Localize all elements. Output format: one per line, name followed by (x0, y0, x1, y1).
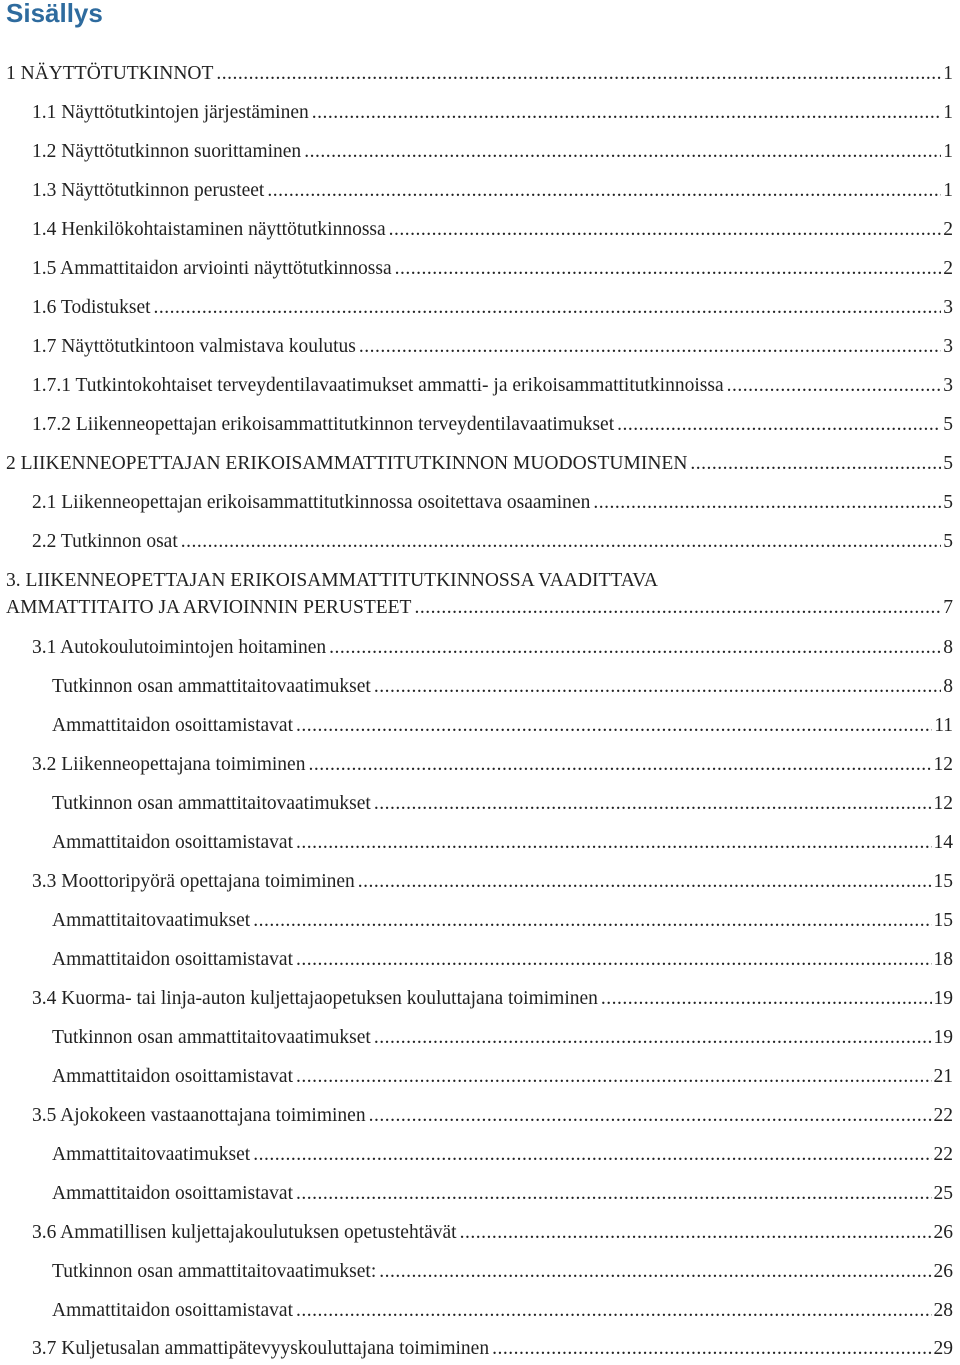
dot-leader (296, 946, 931, 974)
toc-page-number: 26 (933, 1222, 953, 1243)
toc-entry[interactable] (0, 985, 960, 1013)
dot-leader (414, 594, 941, 621)
toc-entry[interactable] (0, 1180, 960, 1208)
toc-page-number: 1 (943, 63, 953, 84)
toc-entry[interactable] (0, 829, 960, 857)
toc-entry[interactable] (0, 751, 960, 779)
toc-entry[interactable] (6, 567, 960, 621)
toc-page-number: 12 (933, 754, 953, 775)
toc-page-number: 8 (943, 637, 953, 658)
dot-leader (374, 790, 932, 818)
toc-entry-label: 3.2 Liikenneopettajana toimiminen (32, 754, 306, 775)
toc-page-number: 8 (943, 676, 953, 697)
toc-entry-label-line2: AMMATTITAITO JA ARVIOINNIN PERUSTEET (6, 597, 412, 618)
dot-leader (312, 99, 942, 127)
toc-entry[interactable] (0, 99, 960, 127)
toc-entry-label: 1.2 Näyttötutkinnon suorittaminen (32, 141, 302, 162)
toc-page-number: 7 (943, 597, 953, 618)
toc-entry-label: Tutkinnon osan ammattitaitovaatimukset (52, 1027, 371, 1048)
page-title: Sisällys (6, 0, 103, 28)
toc-page-number: 2 (943, 258, 953, 279)
toc-entry-label: 2.2 Tutkinnon osat (32, 531, 178, 552)
toc-entry[interactable] (0, 333, 960, 361)
toc-page-number: 19 (933, 988, 953, 1009)
dot-leader (395, 255, 942, 283)
dot-leader (690, 450, 941, 478)
dot-leader (296, 712, 932, 740)
toc-entry[interactable] (0, 60, 960, 88)
toc-entry-label-line1: 3. LIIKENNEOPETTAJAN ERIKOISAMMATTITUTKINNOSSA VAADITTAVA (6, 570, 658, 591)
toc-page-number: 29 (933, 1338, 953, 1359)
toc-entry-label: 1.7.2 Liikenneopettajan erikoisammattitutkinnon terveydentilavaatimukset (32, 414, 615, 435)
toc-entry-label: 3.1 Autokoulutoimintojen hoitaminen (32, 637, 327, 658)
toc-entry-label: 1.5 Ammattitaidon arviointi näyttötutkinnossa (32, 258, 392, 279)
toc-entry[interactable] (0, 1141, 960, 1169)
toc-page-number: 25 (933, 1183, 953, 1204)
dot-leader (617, 411, 941, 439)
dot-leader (304, 138, 941, 166)
toc-entry[interactable] (0, 1063, 960, 1091)
dot-leader (296, 1180, 931, 1208)
toc-page-number: 5 (943, 492, 953, 513)
dot-leader (296, 829, 931, 857)
toc-entry-label: Tutkinnon osan ammattitaitovaatimukset (52, 676, 371, 697)
toc-entry[interactable] (0, 1102, 960, 1130)
toc-entry[interactable] (0, 528, 960, 556)
toc-entry-label: 3.4 Kuorma- tai linja-auton kuljettajaopetuksen kouluttajana toimiminen (32, 988, 598, 1009)
toc-page-number: 21 (933, 1066, 953, 1087)
toc-entry-label: Ammattitaidon osoittamistavat (52, 832, 294, 853)
toc-entry[interactable] (0, 790, 960, 818)
dot-leader (389, 216, 942, 244)
dot-leader (601, 985, 932, 1013)
toc-entry[interactable] (0, 868, 960, 896)
toc-entry[interactable] (0, 138, 960, 166)
toc-page-number: 2 (943, 219, 953, 240)
toc-entry-label: 3.5 Ajokokeen vastaanottajana toimiminen (32, 1105, 366, 1126)
toc-entry-label: Ammattitaitovaatimukset (52, 910, 251, 931)
toc-page-number: 15 (933, 910, 953, 931)
dot-leader (296, 1063, 931, 1091)
dot-leader (374, 1024, 932, 1052)
dot-leader (253, 1141, 931, 1169)
toc-entry-label: Ammattitaidon osoittamistavat (52, 949, 294, 970)
toc-entry[interactable] (0, 634, 960, 662)
toc-page-number: 3 (943, 375, 953, 396)
toc-page-number: 3 (943, 297, 953, 318)
toc-page-number: 5 (943, 414, 953, 435)
toc-page-number: 19 (933, 1027, 953, 1048)
toc-entry[interactable] (0, 907, 960, 935)
dot-leader (308, 751, 931, 779)
toc-entry-label: Ammattitaidon osoittamistavat (52, 715, 294, 736)
toc-page-number: 5 (943, 531, 953, 552)
toc-entry-label: 1.4 Henkilökohtaistaminen näyttötutkinnossa (32, 219, 386, 240)
toc-entry[interactable] (0, 294, 960, 322)
toc-entry-label: Tutkinnon osan ammattitaitovaatimukset (52, 793, 371, 814)
toc-entry-label: 2 LIIKENNEOPETTAJAN ERIKOISAMMATTITUTKINNON MUODOSTUMINEN (6, 453, 688, 474)
toc-page-number: 1 (943, 102, 953, 123)
dot-leader (154, 294, 942, 322)
dot-leader (727, 372, 942, 400)
dot-leader (358, 868, 932, 896)
dot-leader (460, 1219, 932, 1247)
toc-entry-label: 1.1 Näyttötutkintojen järjestäminen (32, 102, 309, 123)
dot-leader (267, 177, 941, 205)
toc-page-number: 15 (933, 871, 953, 892)
toc-entry-label: Ammattitaitovaatimukset (52, 1144, 251, 1165)
toc-entry[interactable] (0, 1297, 960, 1325)
toc-entry[interactable] (0, 255, 960, 283)
dot-leader (329, 634, 941, 662)
toc-entry-label: 1.6 Todistukset (32, 297, 151, 318)
toc-page-number: 11 (934, 715, 953, 736)
toc-entry-label: 1.3 Näyttötutkinnon perusteet (32, 180, 265, 201)
toc-entry-label: Ammattitaidon osoittamistavat (52, 1066, 294, 1087)
toc-entry[interactable] (0, 450, 960, 478)
toc-entry-label: 3.6 Ammatillisen kuljettajakoulutuksen opetustehtävät (32, 1222, 457, 1243)
toc-entry[interactable] (0, 712, 960, 740)
toc-entry[interactable] (0, 372, 960, 400)
toc-entry[interactable] (0, 1258, 960, 1286)
toc-entry-label: 2.1 Liikenneopettajan erikoisammattitutkinnossa osoitettava osaaminen (32, 492, 591, 513)
toc-page-number: 1 (943, 141, 953, 162)
dot-leader (369, 1102, 932, 1130)
toc-entry-label: 3.7 Kuljetusalan ammattipätevyyskouluttajana toimiminen (32, 1338, 490, 1359)
toc-entry-label: 1 NÄYTTÖTUTKINNOT (6, 63, 214, 84)
toc-page-number: 3 (943, 336, 953, 357)
dot-leader (253, 907, 931, 935)
toc-page-number: 12 (933, 793, 953, 814)
toc-entry-label: 1.7.1 Tutkintokohtaiset terveydentilavaatimukset ammatti- ja erikoisammattitutkinnoissa (32, 375, 724, 396)
dot-leader (216, 60, 941, 88)
toc-entry[interactable] (0, 673, 960, 701)
dot-leader (181, 528, 942, 556)
toc-entry[interactable] (0, 946, 960, 974)
dot-leader (593, 489, 941, 517)
toc-entry[interactable] (0, 1024, 960, 1052)
toc-entry-label: Tutkinnon osan ammattitaitovaatimukset: (52, 1261, 377, 1282)
toc-page-number: 28 (933, 1300, 953, 1321)
toc-page-number: 22 (933, 1144, 953, 1165)
dot-leader (374, 673, 941, 701)
dot-leader (492, 1335, 931, 1363)
toc-entry-label: Ammattitaidon osoittamistavat (52, 1300, 294, 1321)
dot-leader (379, 1258, 931, 1286)
toc-entry[interactable] (0, 489, 960, 517)
toc-page-number: 22 (933, 1105, 953, 1126)
toc-page-number: 1 (943, 180, 953, 201)
toc-entry[interactable] (0, 1219, 960, 1247)
toc-entry[interactable] (0, 177, 960, 205)
toc-entry-label: Ammattitaidon osoittamistavat (52, 1183, 294, 1204)
toc-page-number: 14 (933, 832, 953, 853)
toc-page-number: 18 (933, 949, 953, 970)
dot-leader (296, 1297, 931, 1325)
toc-entry-label: 3.3 Moottoripyörä opettajana toimiminen (32, 871, 355, 892)
toc-entry[interactable] (0, 1335, 960, 1363)
toc-page-number: 26 (933, 1261, 953, 1282)
dot-leader (359, 333, 941, 361)
toc-page-number: 5 (943, 453, 953, 474)
toc-entry[interactable] (0, 411, 960, 439)
toc-entry[interactable] (0, 216, 960, 244)
toc-entry-label: 1.7 Näyttötutkintoon valmistava koulutus (32, 336, 356, 357)
